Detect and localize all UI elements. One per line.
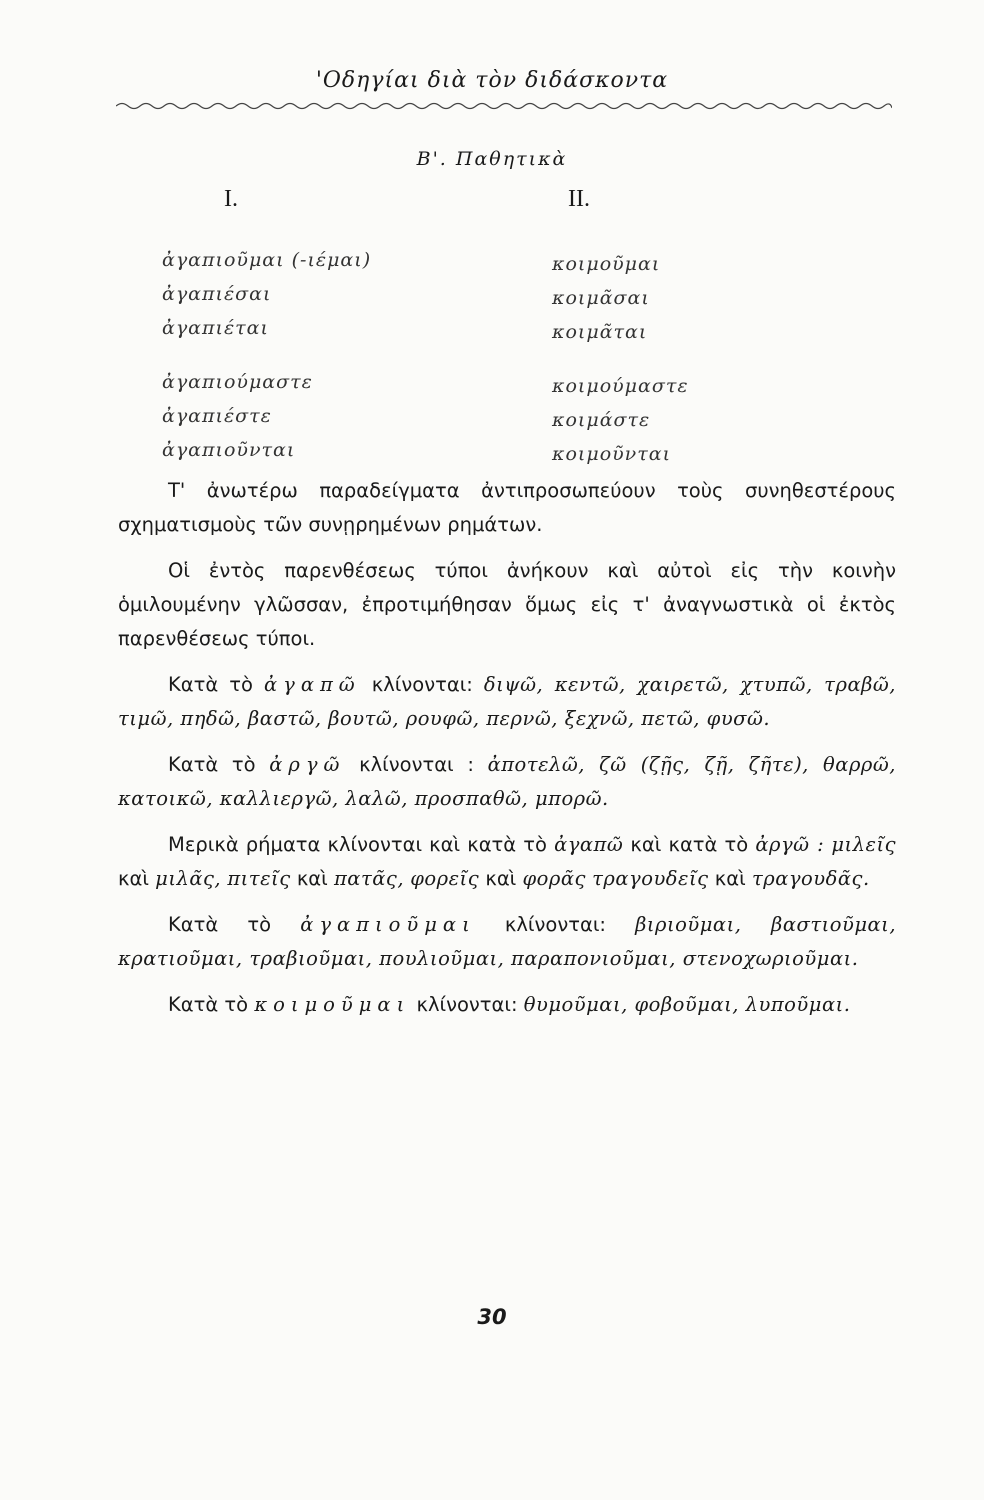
verb-list: θυμοῦμαι, φοβοῦμαι, λυποῦμαι. [523, 993, 851, 1016]
body-text [118, 474, 896, 1034]
model-verb: κοιμοῦμαι [254, 993, 411, 1016]
paragraph-verb: κλίνονται : [359, 753, 474, 776]
verb-form: φορεῖς [410, 867, 480, 890]
conjugation-form: ἀγαπιοῦνται [162, 439, 296, 461]
paragraph-3 [118, 668, 896, 736]
model-verb: ἀγαπῶ [264, 673, 361, 696]
paragraph-5 [118, 828, 896, 896]
conjugation-form: ἀγαπιέστε [162, 405, 272, 427]
verb-form: τραγουδεῖς [592, 867, 709, 890]
conjunction: καὶ [485, 867, 517, 890]
model-verb: ἀργῶ : [755, 833, 825, 856]
paragraph-6 [118, 908, 896, 976]
paragraph-lead: Κατὰ τὸ [168, 913, 272, 936]
conjugation-form: ἀγαπιούμαστε [162, 371, 313, 393]
paragraph-7 [118, 988, 896, 1022]
conjugation-form: ἀγαπιοῦμαι (-ιέμαι) [162, 249, 372, 271]
paragraph-lead: Μερικὰ ρήματα κλίνονται καὶ κατὰ τὸ [168, 833, 547, 856]
verb-form: πατᾶς, [333, 867, 405, 890]
running-head: 'Οδηγίαι διὰ τὸν διδάσκοντα [315, 68, 669, 93]
verb-form: φορᾶς [522, 867, 586, 890]
page-number: 30 [477, 1305, 507, 1329]
model-verb: ἀγαπιοῦμαι [300, 913, 476, 936]
conjugation-form: ἀγαπιέται [162, 317, 269, 339]
verb-form: τραγουδᾶς. [751, 867, 870, 890]
conjugation-form: κοιμοῦμαι [552, 253, 661, 275]
conjunction: καὶ [296, 867, 328, 890]
paragraph-verb: κλίνονται: [371, 673, 473, 696]
paragraph-2: Οἱ ἐντὸς παρενθέσεως τύποι ἀνήκουν καὶ αὐτοὶ εἰς τὴν κοινὴν ὁμιλουμένην γλῶσσαν, ἐπροτιμήθησαν ὅμως εἰς τ' ἀναγνωστικὰ οἱ ἐκτὸς παρενθέσεως τύποι. [118, 559, 896, 650]
decorative-rule [116, 100, 892, 114]
conjugation-form: κοιμᾶσαι [552, 287, 650, 309]
section-title: Β'. Παθητικὰ [416, 148, 568, 170]
paragraph-verb: κλίνονται: [504, 913, 606, 936]
paragraph-4 [118, 748, 896, 816]
column-numeral-1: I. [224, 186, 238, 212]
conjugation-form: κοιμοῦνται [552, 443, 672, 465]
model-verb: ἀγαπῶ [554, 833, 624, 856]
verb-list: βιριοῦμαι, βαστιοῦμαι, κρατιοῦμαι, τραβιοῦμαι, πουλιοῦμαι, παραπονιοῦμαι, στενοχωριοῦμαι. [118, 913, 897, 970]
verb-form: μιλεῖς [831, 833, 897, 856]
conjugation-form: κοιμούμαστε [552, 375, 689, 397]
paragraph-lead: Κατὰ τὸ [168, 753, 256, 776]
paragraph-lead: Κατὰ τὸ [168, 993, 249, 1016]
verb-form: μιλᾶς, [155, 867, 222, 890]
paragraph-connector: καὶ κατὰ τὸ [630, 833, 749, 856]
conjugation-column-1 [162, 243, 371, 467]
model-verb: ἀργῶ [269, 753, 346, 776]
conjugation-column-2 [552, 247, 689, 471]
paragraph-1: Τ' ἀνωτέρω παραδείγματα ἀντιπροσωπεύουν τοὺς συνηθεστέρους σχηματισμοὺς τῶν συνῃρημένων ρημάτων. [118, 479, 896, 536]
conjugation-form: ἀγαπιέσαι [162, 283, 272, 305]
paragraph-verb: κλίνονται: [416, 993, 518, 1016]
verb-list: διψῶ, κεντῶ, χαιρετῶ, χτυπῶ, τραβῶ, τιμῶ, πηδῶ, βαστῶ, βουτῶ, ρουφῶ, περνῶ, ξεχνῶ, πετῶ, φυσῶ. [118, 673, 896, 730]
conjugation-form: κοιμάστε [552, 409, 651, 431]
verb-form: πιτεῖς [227, 867, 291, 890]
conjunction: καὶ [714, 867, 746, 890]
paragraph-lead: Κατὰ τὸ [168, 673, 253, 696]
column-numeral-2: II. [568, 186, 590, 212]
verb-list: ἀποτελῶ, ζῶ (ζῇς, ζῇ, ζῆτε), θαρρῶ, κατοικῶ, καλλιεργῶ, λαλῶ, προσπαθῶ, μπορῶ. [118, 753, 896, 810]
conjugation-form: κοιμᾶται [552, 321, 648, 343]
conjunction: καὶ [118, 867, 149, 890]
